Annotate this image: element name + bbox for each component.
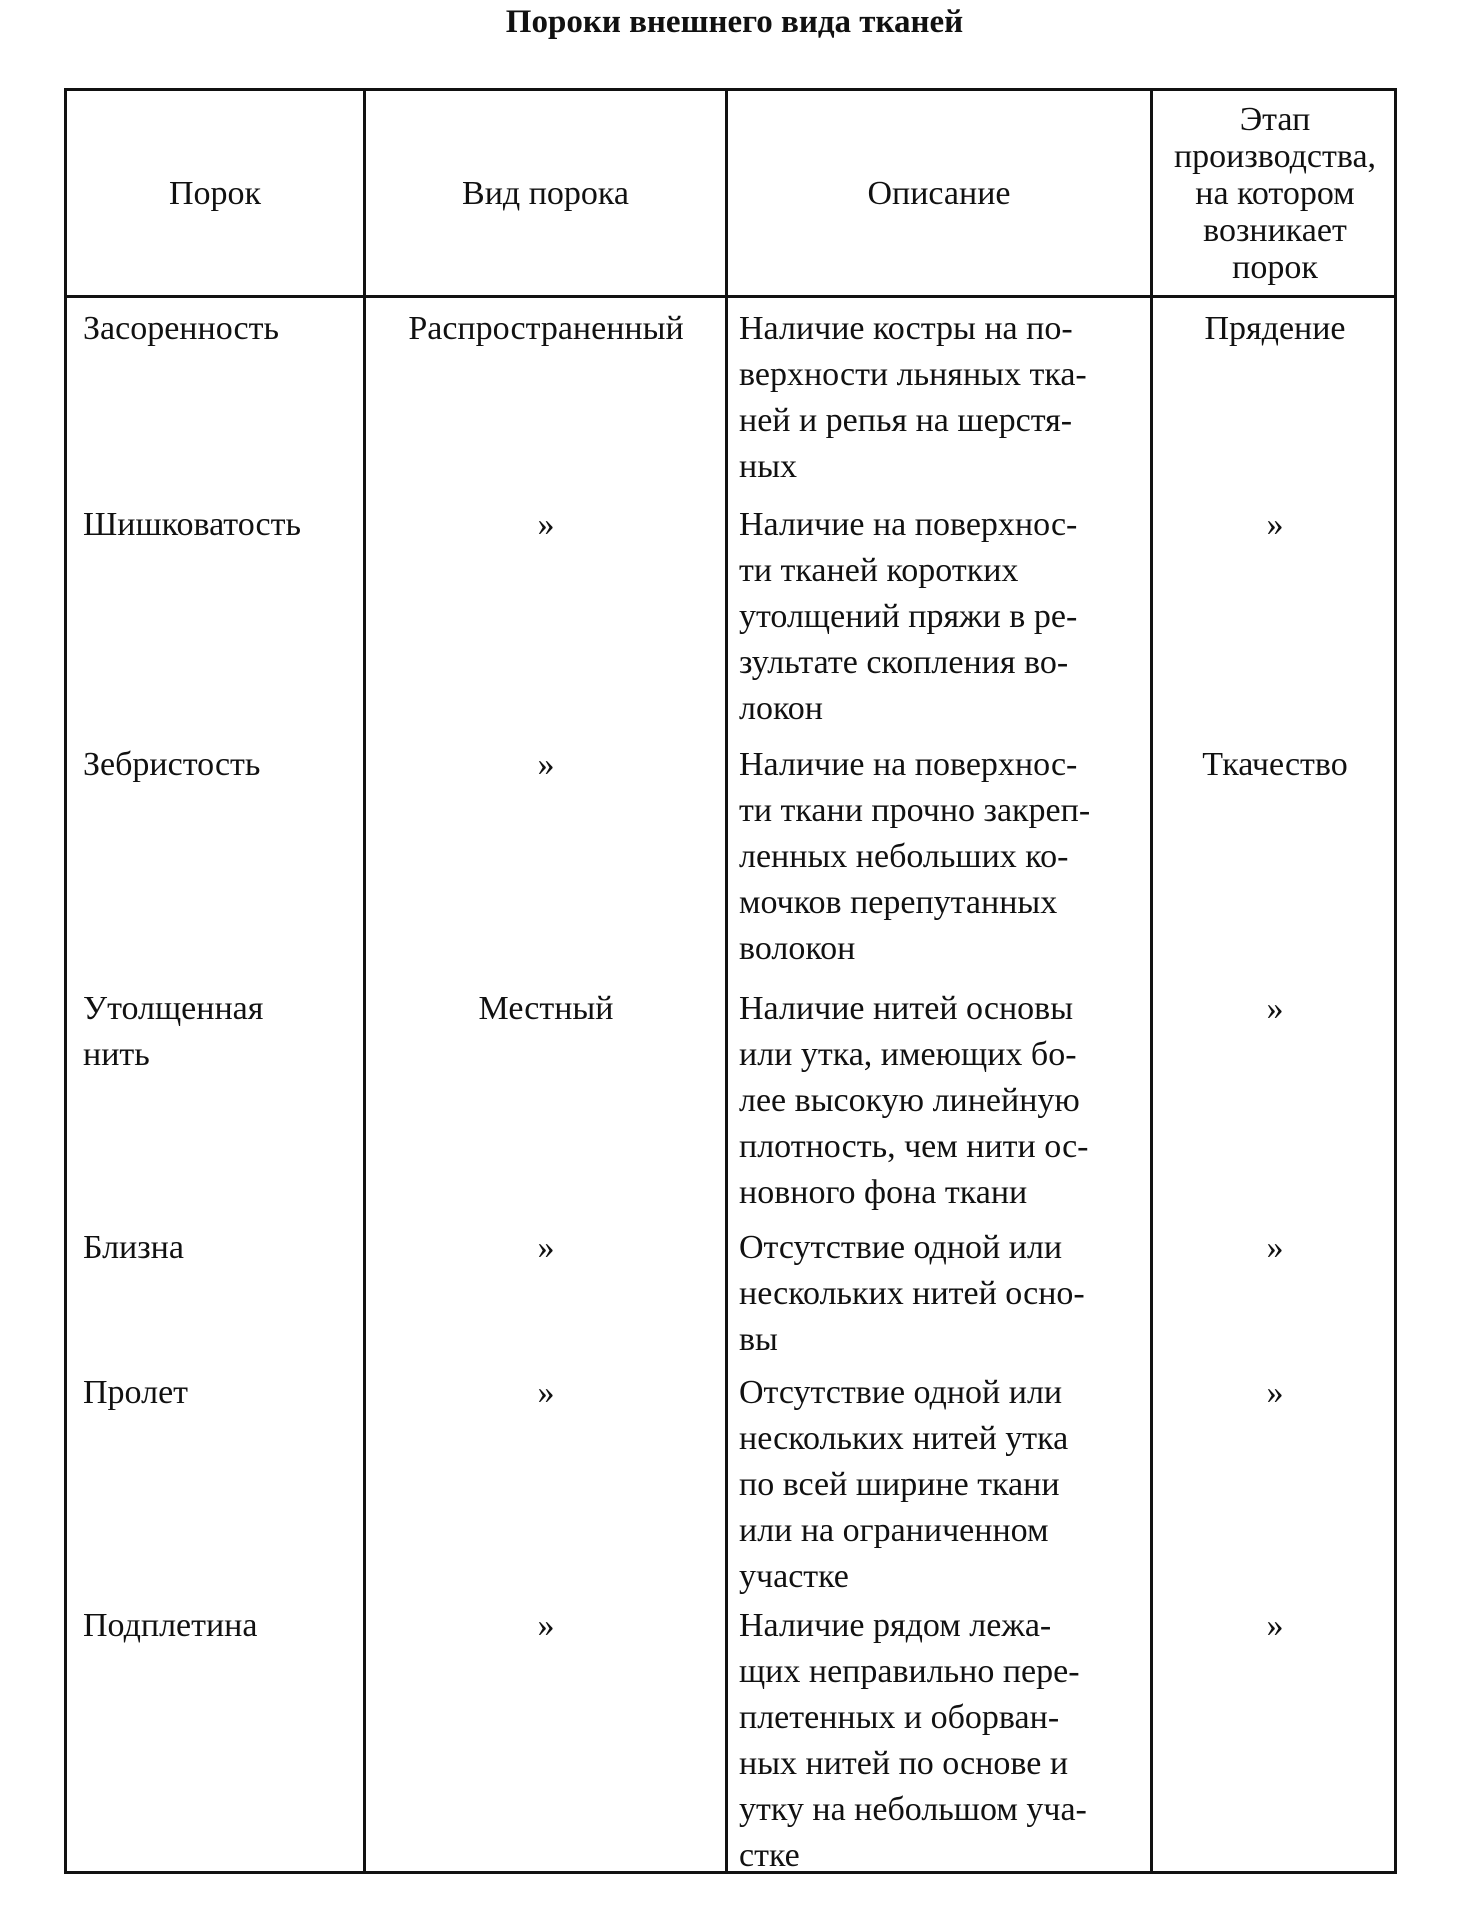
cell-type: » — [537, 746, 555, 783]
cell-description: Наличие рядом лежа- щих неправильно пере- плетенных и оборван- ных нитей по основе и утку на небольшом уча- стке — [739, 1607, 1087, 1874]
cell-type: » — [537, 506, 555, 543]
cell-stage: Прядение — [1204, 310, 1346, 347]
cell-type: » — [537, 1607, 555, 1644]
cell-description: Наличие на поверхнос- ти тканей коротких утолщений пряжи в ре- зультате скопления во- локон — [739, 506, 1078, 727]
cell-defect: Зебристость — [83, 746, 261, 783]
cell-stage: » — [1266, 506, 1284, 543]
cell-stage: Ткачество — [1202, 746, 1348, 783]
cell-description: Наличие нитей основы или утка, имеющих бо- лее высокую линейную плотность, чем нити ос- новного фона ткани — [739, 990, 1089, 1211]
column-divider — [1150, 91, 1153, 1871]
header-description: Описание — [867, 174, 1011, 212]
cell-stage: » — [1266, 1374, 1284, 1411]
header-stage: Этап производства, на котором возникает порок — [1173, 100, 1377, 286]
cell-type: Распространенный — [408, 310, 684, 347]
cell-defect: Утолщенная нить — [83, 990, 264, 1073]
cell-type: Местный — [478, 990, 614, 1027]
cell-defect: Подплетина — [83, 1607, 258, 1644]
cell-type: » — [537, 1374, 555, 1411]
cell-description: Наличие на поверхнос- ти ткани прочно закреп- ленных небольших ко- мочков перепутанных волокон — [739, 746, 1091, 967]
header-type: Вид порока — [462, 174, 629, 212]
cell-description: Отсутствие одной или нескольких нитей утка по всей ширине ткани или на ограниченном участке — [739, 1374, 1069, 1595]
cell-defect: Близна — [83, 1229, 184, 1266]
page-title: Пороки внешнего вида тканей — [505, 4, 964, 40]
header-defect: Порок — [168, 174, 262, 212]
cell-description: Наличие костры на по- верхности льняных тка- ней и репья на шерстя- ных — [739, 310, 1087, 485]
cell-stage: » — [1266, 1607, 1284, 1644]
cell-defect: Шишковатость — [83, 506, 301, 543]
defects-table — [64, 88, 1397, 1874]
cell-defect: Пролет — [83, 1374, 189, 1411]
cell-stage: » — [1266, 990, 1284, 1027]
cell-stage: » — [1266, 1229, 1284, 1266]
cell-description: Отсутствие одной или нескольких нитей осно- вы — [739, 1229, 1085, 1358]
header-divider — [67, 295, 1394, 298]
cell-defect: Засоренность — [83, 310, 279, 347]
cell-type: » — [537, 1229, 555, 1266]
